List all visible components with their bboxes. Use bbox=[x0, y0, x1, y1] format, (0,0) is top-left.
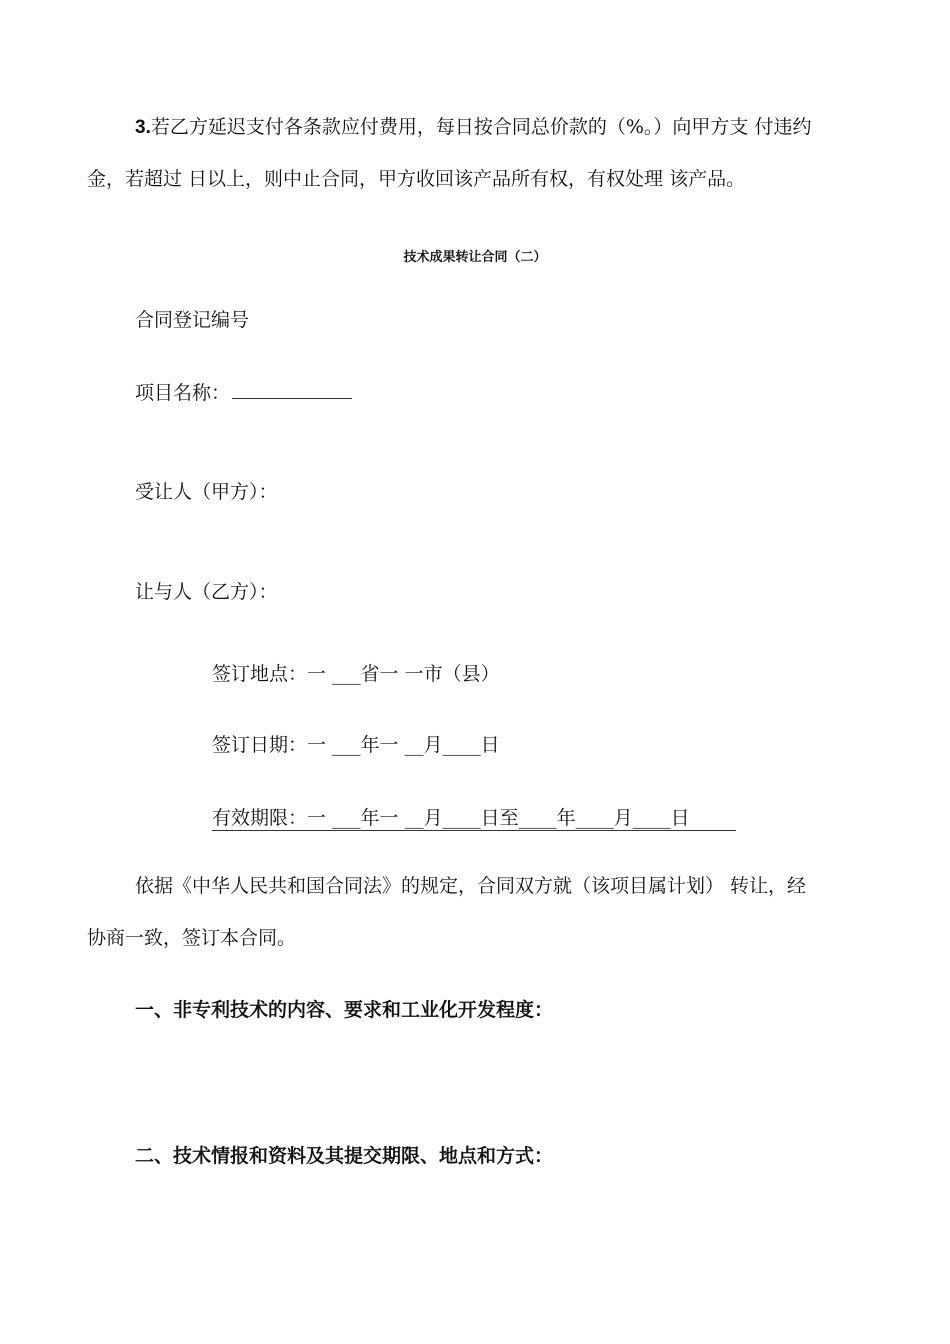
project-name-row bbox=[135, 380, 352, 405]
preamble-line-2: 协商一致，签订本合同。 bbox=[87, 927, 297, 949]
sign-date-field: 签订日期：一 ___年一 __月____日 bbox=[212, 734, 500, 756]
contract-title: 技术成果转让合同（二） bbox=[403, 250, 547, 265]
sign-place-field: 签订地点：一 ___省一 一市（县） bbox=[212, 663, 500, 685]
section-2-heading: 二、技术情报和资料及其提交期限、地点和方式： bbox=[135, 1145, 554, 1167]
preamble-line-1: 依据《中华人民共和国合同法》的规定，合同双方就（该项目属计划） 转让，经 bbox=[135, 875, 807, 897]
clause-3-text-1: 若乙方延迟支付各条款应付费用，每日按合同总价款的（%。）向甲方支 付违约 bbox=[150, 116, 812, 138]
clause-3-line-1 bbox=[135, 115, 811, 140]
assignee-label: 受让人（甲方）： bbox=[135, 481, 278, 503]
project-name-blank[interactable] bbox=[232, 380, 352, 399]
project-name-label: 项目名称： bbox=[135, 382, 231, 404]
validity-text: 有效期限：一 ___年一 __月____日至____年____月____日 bbox=[212, 807, 690, 829]
section-1-heading: 一、非专利技术的内容、要求和工业化开发程度： bbox=[135, 999, 554, 1021]
assignor-label: 让与人（乙方）： bbox=[135, 581, 278, 603]
clause-3-line-2: 金，若超过 日以上，则中止合同，甲方收回该产品所有权，有权处理 该产品。 bbox=[87, 168, 746, 190]
clause-3-number: 3. bbox=[135, 117, 151, 138]
validity-field bbox=[212, 807, 736, 831]
validity-row bbox=[212, 806, 736, 830]
registration-number-label: 合同登记编号 bbox=[135, 309, 250, 331]
